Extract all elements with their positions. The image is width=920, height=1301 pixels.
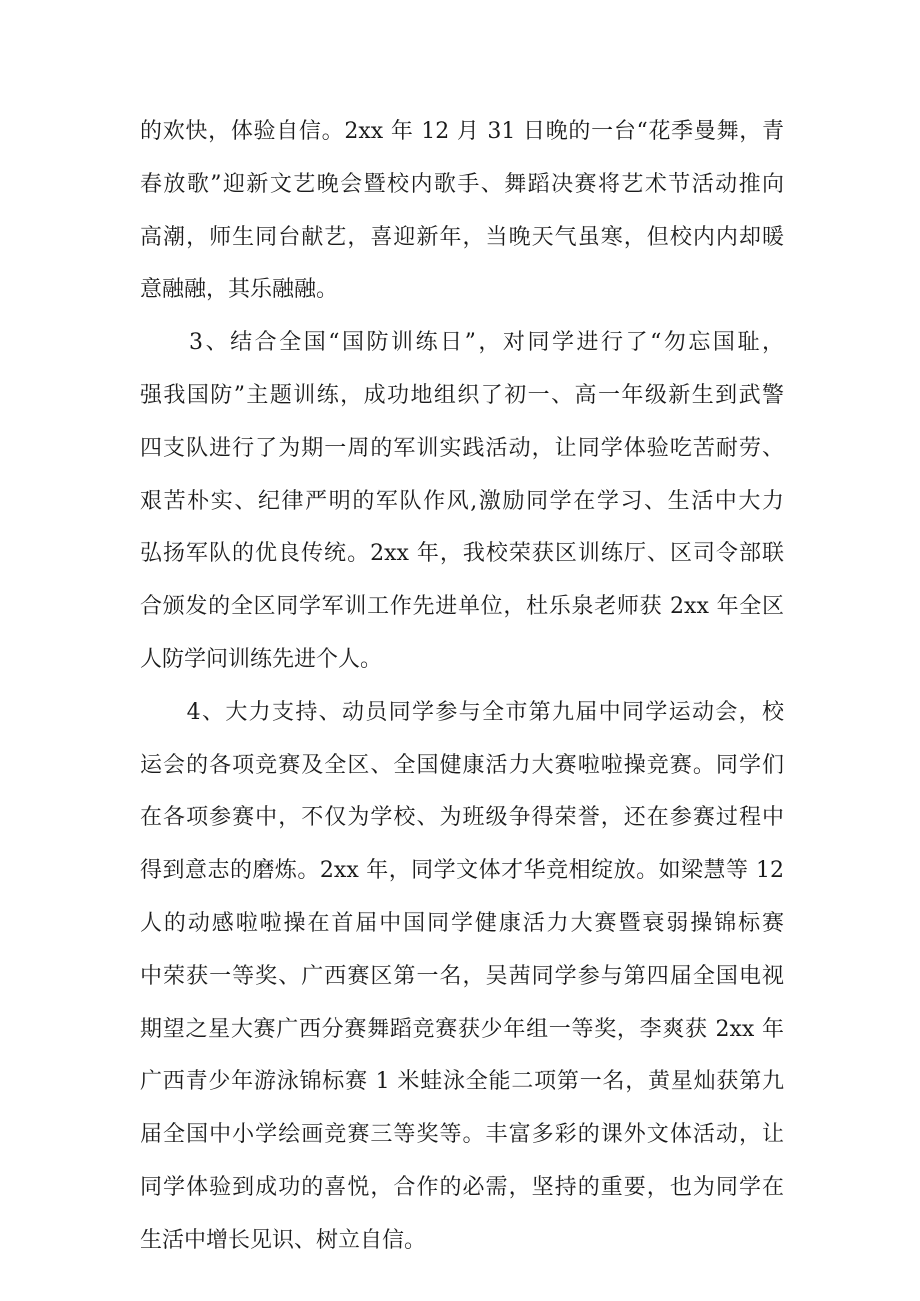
text-line: 春放歌”迎新文艺晚会暨校内歌手、舞蹈决赛将艺术节活动推向 bbox=[140, 171, 784, 197]
text-line: 合颁发的全区同学军训工作先进单位，杜乐泉老师获 2xx 年全区 bbox=[140, 594, 784, 620]
document-body bbox=[140, 106, 784, 1268]
text-line: 期望之星大赛广西分赛舞蹈竞赛获少年组一等奖，李爽获 2xx 年 bbox=[140, 1016, 784, 1042]
text-line: 同学体验到成功的喜悦，合作的必需，坚持的重要，也为同学在 bbox=[140, 1174, 784, 1200]
text-line: 人的动感啦啦操在首届中国同学健康活力大赛暨衰弱操锦标赛 bbox=[140, 910, 784, 936]
text-line: 3、结合全国“国防训练日”，对同学进行了“勿忘国耻， bbox=[140, 330, 784, 356]
paragraph-2 bbox=[140, 317, 784, 687]
paragraph-1 bbox=[140, 106, 784, 317]
text-line: 强我国防”主题训练，成功地组织了初一、高一年级新生到武警 bbox=[140, 382, 784, 408]
text-line: 四支队进行了为期一周的军训实践活动，让同学体验吃苦耐劳、 bbox=[140, 435, 784, 461]
text-line: 在各项参赛中，不仅为学校、为班级争得荣誉，还在参赛过程中 bbox=[140, 805, 784, 831]
text-line: 届全国中小学绘画竞赛三等奖等。丰富多彩的课外文体活动，让 bbox=[140, 1122, 784, 1148]
text-line: 生活中增长见识、树立自信。 bbox=[140, 1227, 427, 1253]
text-line: 运会的各项竞赛及全区、全国健康活力大赛啦啦操竞赛。同学们 bbox=[140, 752, 784, 778]
text-line: 的欢快，体验自信。2xx 年 12 月 31 日晚的一台“花季曼舞，青 bbox=[140, 119, 784, 144]
text-line: 人防学问训练先进个人。 bbox=[140, 646, 383, 672]
text-line: 中荣获一等奖、广西赛区第一名，吴茜同学参与第四届全国电视 bbox=[140, 963, 784, 989]
text-line: 弘扬军队的优良传统。2xx 年，我校荣获区训练厅、区司令部联 bbox=[140, 541, 784, 567]
paragraph-3 bbox=[140, 687, 784, 1268]
text-line: 艰苦朴实、纪律严明的军队作风,激励同学在学习、生活中大力 bbox=[140, 488, 784, 514]
text-line: 4、大力支持、动员同学参与全市第九届中同学运动会，校 bbox=[140, 699, 784, 725]
text-line: 高潮，师生同台献艺，喜迎新年，当晚天气虽寒，但校内内却暖 bbox=[140, 224, 784, 250]
text-line: 广西青少年游泳锦标赛 1 米蛙泳全能二项第一名，黄星灿获第九 bbox=[140, 1069, 784, 1095]
text-line: 意融融，其乐融融。 bbox=[140, 277, 339, 303]
text-line: 得到意志的磨炼。2xx 年，同学文体才华竞相绽放。如梁慧等 12 bbox=[140, 858, 784, 884]
